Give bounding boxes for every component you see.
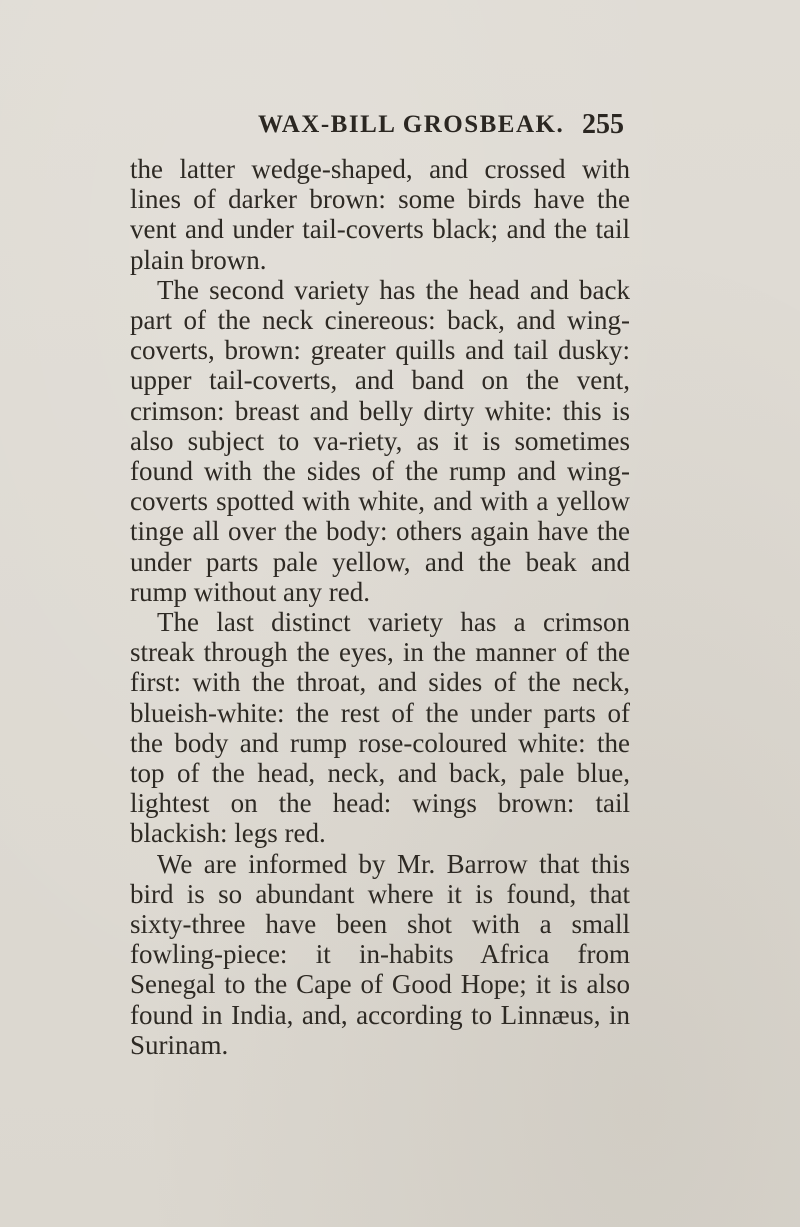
paragraph: The last distinct variety has a crimson streak through the eyes, in the manner of the first: with the throat, and sides of the neck, blueish-white: the rest of the under parts of the body and rump rose-coloured white: the top of the head, neck, and back, pale blue, lightest on the head: wings brown: tail blackish: legs red.	[130, 607, 630, 849]
paragraph: The second variety has the head and back part of the neck cinereous: back, and wing-coverts, brown: greater quills and tail dusky: upper tail-coverts, and band on the vent, crimson: breast and belly dirty white: this is also subject to va-riety, as it is sometimes found with the sides of the rump and wing-coverts spotted with white, and with a yellow tinge all over the body: others again have the under parts pale yellow, and the beak and rump without any red.	[130, 274, 630, 607]
running-head-title: WAX-BILL GROSBEAK.	[258, 111, 565, 138]
page-number: 255	[582, 109, 624, 140]
body-text	[130, 154, 630, 1060]
running-head	[0, 111, 800, 151]
paragraph: We are informed by Mr. Barrow that this bird is so abundant where it is found, that sixty-three have been shot with a small fowling-piece: it in-habits Africa from Senegal to the Cape of Good Hope; it is also found in India, and, according to Linnæus, in Surinam.	[130, 848, 630, 1060]
paragraph: the latter wedge-shaped, and crossed with lines of darker brown: some birds have the vent and under tail-coverts black; and the tail plain brown.	[130, 154, 630, 275]
